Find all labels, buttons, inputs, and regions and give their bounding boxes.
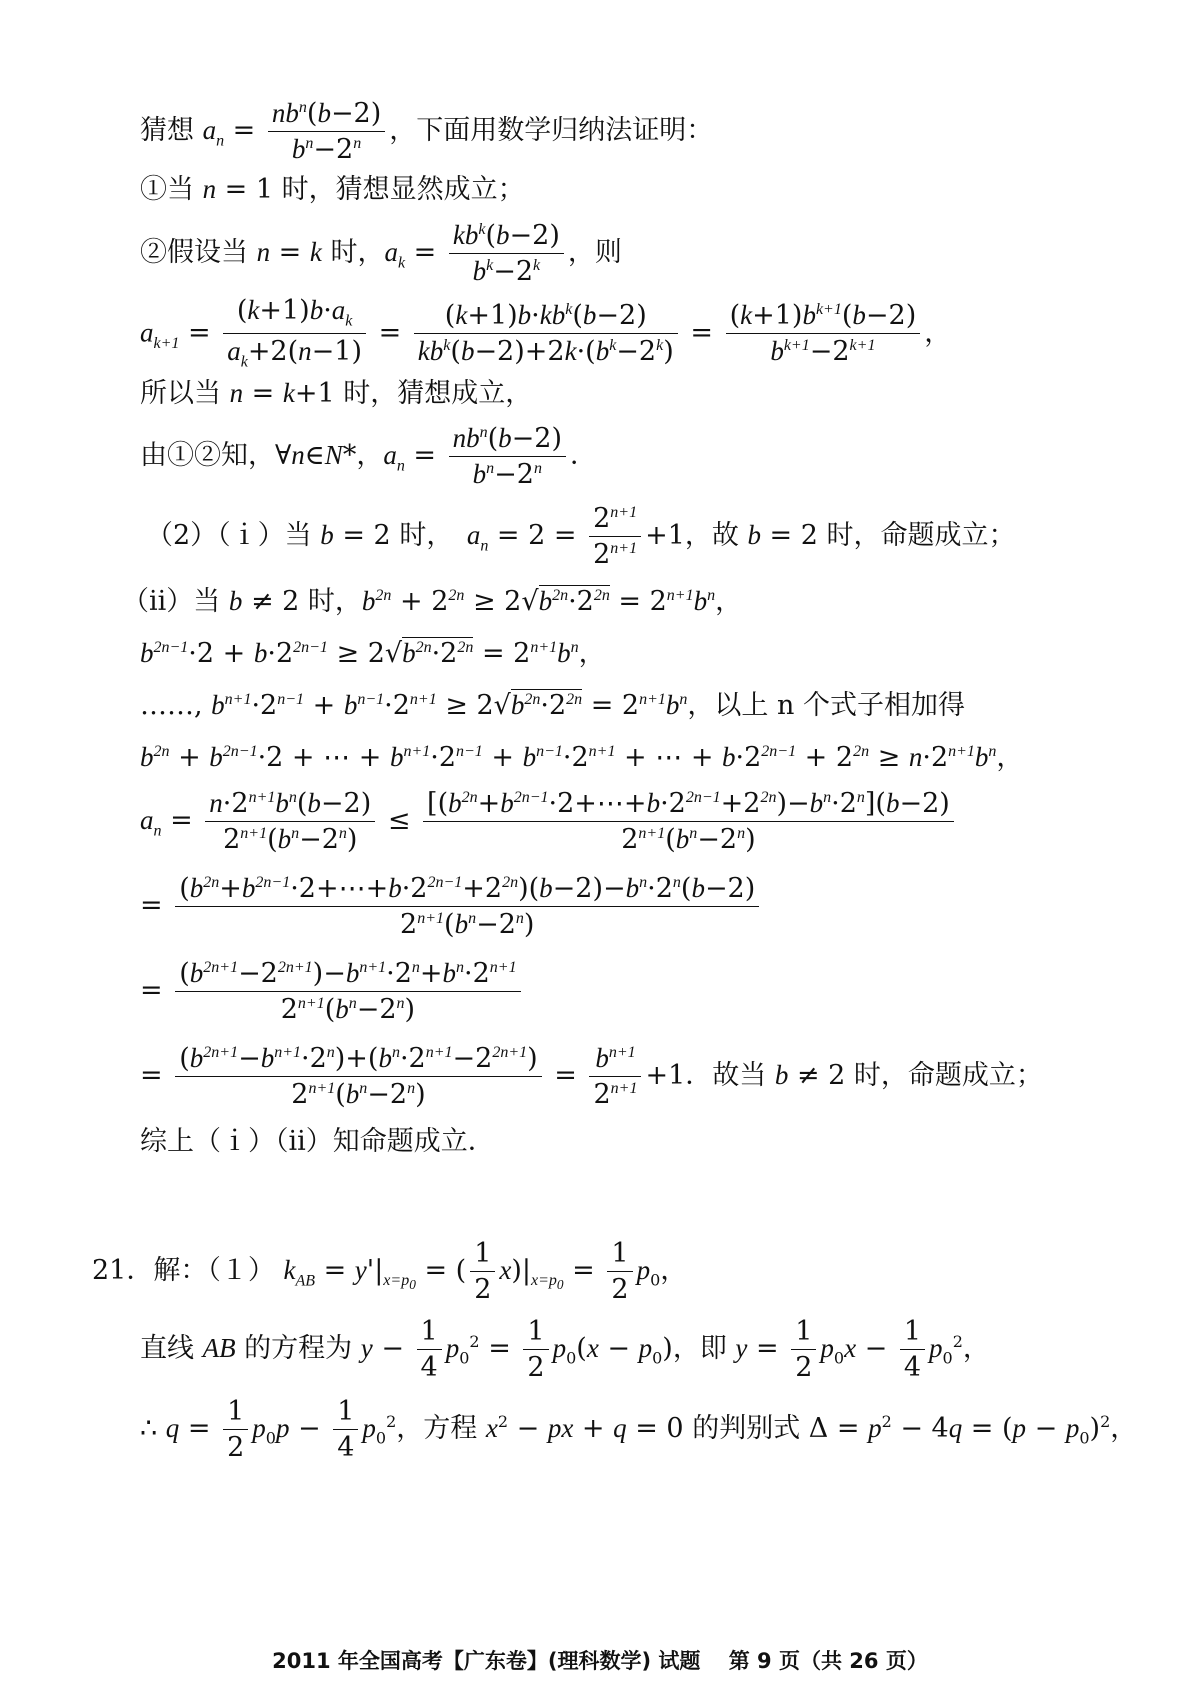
- math-line-5: 所以当 n = k+1 时，猜想成立，: [140, 378, 533, 409]
- math-line-15: = $\frac{(b^{2n+1}-b^{n+1}\cdot 2^n)+(b^n\cdot 2^{n+1}-2^{2n+1})}{2^{n+1}(b^n-2^n)}$ = $\frac{b^{n+1}}{2^{n+1}}$ +1．故当 b ≠ 2 时，命题成立；: [140, 1043, 1043, 1110]
- math-line-11: $b^{2n} + b^{2n-1}\cdot 2$ + ⋯ + $b^{n+1}\cdot 2^{n-1} + b^{n-1}\cdot 2^{n+1}$ + ⋯ + $b\cdot 2^{2n-1} + 2^{2n} \ge n\cdot 2^{n+1}b^n$，: [140, 742, 1024, 773]
- math-line-17: 21．解：（１） $k_{AB} = y'|_{x=p_0}$ = ( $\frac{1}{2}$ $x)|_{x=p_0}$ = $\frac{1}{2}$ $p_0$，: [92, 1238, 688, 1305]
- math-line-6: 由①②知，∀n∈N*，$a_n$ = $\frac{nb^n(b-2)}{b^n-2^n}$ ．: [140, 423, 597, 490]
- math-line-16: 综上（ｉ）（ii）知命题成立．: [140, 1126, 495, 1157]
- page-footer: 2011 年全国高考【广东卷】(理科数学) 试题 第 9 页（共 26 页）: [272, 1649, 928, 1673]
- math-line-13: = $\frac{(b^{2n}+b^{2n-1}\cdot 2+\cdots+b\cdot 2^{2n-1}+2^{2n})(b-2)-b^n\cdot 2^n(b-2)}{2^{n+1}(b^n-2^n)}$: [140, 875, 763, 938]
- math-line-12: $a_n$ = $\frac{n\cdot 2^{n+1}b^n(b-2)}{2^{n+1}(b^n-2^n)}$ ≤ $\frac{[(b^{2n}+b^{2n-1}\cdot 2+\cdots+b\cdot 2^{2n-1}+2^{2n})-b^n\cdot 2^n](b-2)}{2^{n+1}(b^n-2^n)}$: [140, 790, 958, 853]
- math-line-14: = $\frac{(b^{2n+1}-2^{2n+1})-b^{n+1}\cdot 2^n+b^n\cdot 2^{n+1}}{2^{n+1}(b^n-2^n)}$: [140, 960, 525, 1023]
- math-line-9: $b^{2n-1}\cdot 2 + b\cdot 2^{2n-1} \ge 2√b^{2n}\cdot 2^{2n} = 2^{n+1}b^n$，: [140, 638, 606, 669]
- math-line-7: （2）（ｉ）当 b = 2 时， $a_n = 2$ = $\frac{2^{n+1}}{2^{n+1}}$ +1，故 b = 2 时，命题成立；: [146, 503, 1016, 570]
- math-line-8: （ii）当 b ≠ 2 时，$b^{2n} + 2^{2n} \ge 2√b^{2n}\cdot 2^{2n} = 2^{n+1}b^n$，: [122, 586, 743, 617]
- math-line-10: ……, $b^{n+1}\cdot 2^{n-1} + b^{n-1}\cdot 2^{n+1} \ge 2√b^{2n}\cdot 2^{2n} = 2^{n+1}b^n$，以上 n 个式子相加得: [140, 690, 965, 721]
- math-line-2: ①当 n = 1 时，猜想显然成立；: [140, 174, 525, 205]
- math-line-3: ②假设当 n = k 时，$a_k$ = $\frac{kb^k(b-2)}{b^k-2^k}$ ，则: [140, 220, 622, 287]
- math-line-1: 猜想 $a_n$ = $\frac{nb^n(b-2)}{b^n-2^n}$ ，下面用数学归纳法证明：: [140, 98, 714, 165]
- math-line-18: 直线 AB 的方程为 y − $\frac{1}{4}$ $p_0^2$ = $\frac{1}{2}$ $p_0(x - p_0)$，即 y = $\frac{1}{2}$ $p_0x$ − $\frac{1}{4}$ $p_0^2$，: [140, 1316, 990, 1383]
- math-line-19: ∴ q = $\frac{1}{2}$ $p_0p$ − $\frac{1}{4}$ $p_0^2$，方程 $x^2$ − px + q = 0 的判别式 $\Delta = p^2 - 4q = (p - p_0)^2$，: [140, 1396, 1138, 1463]
- math-line-4: $a_{k+1}$ = $\frac{(k+1)b\cdot a_k}{a_k+2(n-1)}$ = $\frac{(k+1)b\cdot kb^k(b-2)}{kb^k(b-2)+2k\cdot(b^k-2^k)}$ = $\frac{(k+1)b^{k+1}(b-2)}{b^{k+1}-2^{k+1}}$ ，: [140, 295, 952, 371]
